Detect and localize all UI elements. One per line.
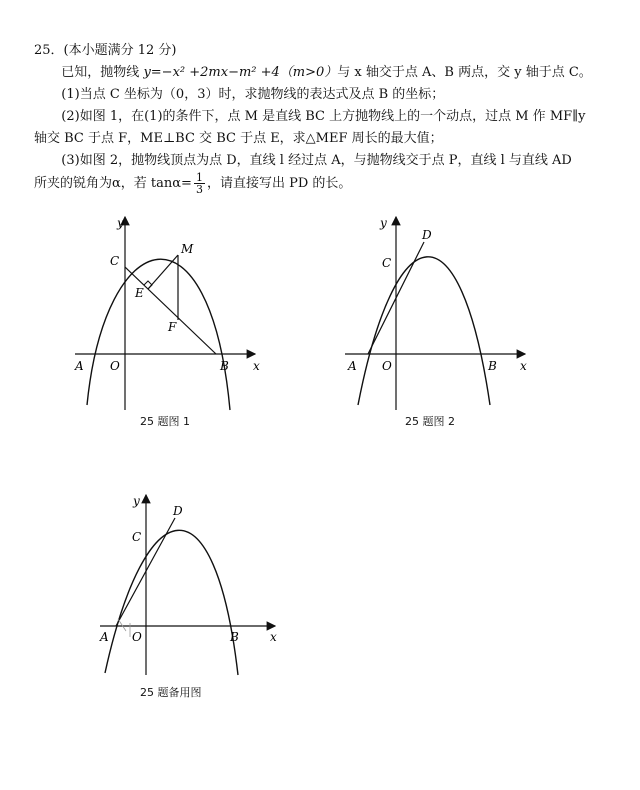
label-point-d: D — [422, 228, 432, 242]
label-x-axis: x — [253, 359, 260, 373]
question-2-line-1: (2)如图 1，在(1)的条件下，点 M 是直线 BC 上方抛物线上的一个动点，过点 M 作 MF∥y — [61, 109, 586, 124]
label-x-axis: x — [520, 359, 527, 373]
label-y-axis: y — [133, 494, 140, 508]
parabola-curve — [105, 530, 238, 675]
problem-stem — [34, 62, 614, 84]
label-y-axis: y — [380, 216, 387, 230]
label-point-a: A — [100, 630, 109, 644]
figure-1 — [70, 205, 270, 415]
label-origin: O — [110, 359, 120, 373]
label-point-m: M — [181, 242, 194, 256]
figure-3-diagram — [95, 485, 295, 680]
q3-post: ，请直接写出 PD 的长。 — [206, 176, 352, 191]
fraction-denominator: 3 — [195, 183, 203, 196]
problem-25 — [34, 40, 614, 195]
label-x-axis: x — [270, 630, 277, 644]
problem-header: 25．(本小题满分 12 分) — [34, 43, 177, 58]
label-point-c: C — [132, 530, 142, 544]
label-point-a: A — [348, 359, 357, 373]
q3-pre: 所夹的锐角为α，若 tanα= — [34, 176, 192, 191]
figure-1-diagram — [70, 205, 270, 415]
figure-3 — [95, 485, 295, 680]
figure-2 — [340, 205, 540, 415]
question-1: (1)当点 C 坐标为（0，3）时，求抛物线的表达式及点 B 的坐标； — [61, 87, 445, 102]
tan-fraction — [194, 172, 205, 195]
label-origin: O — [132, 630, 142, 644]
question-3-line-2 — [34, 172, 614, 195]
line-bc — [125, 267, 216, 354]
figure-2-caption: 25 题图 2 — [405, 415, 455, 428]
label-point-b: B — [488, 359, 497, 373]
label-point-c: C — [382, 256, 392, 270]
question-3-line-1: (3)如图 2，抛物线顶点为点 D，直线 l 经过点 A，与抛物线交于点 P，直线 l 与直线 AD — [61, 153, 572, 168]
stem-post: 与 x 轴交于点 A、B 两点，交 y 轴于点 C。 — [337, 65, 592, 80]
label-point-d: D — [173, 504, 183, 518]
question-2-line-2: 轴交 BC 于点 F，ME⊥BC 交 BC 于点 E，求△MEF 周长的最大值； — [34, 131, 443, 146]
label-y-axis: y — [117, 216, 124, 230]
label-point-c: C — [110, 254, 120, 268]
figure-1-caption: 25 题图 1 — [140, 415, 190, 428]
stem-pre: 已知，抛物线 — [61, 65, 144, 80]
stem-formula: y=−x² +2mx−m² +4（m>0） — [143, 65, 338, 80]
label-point-b: B — [220, 359, 229, 373]
label-origin: O — [382, 359, 392, 373]
label-point-b: B — [230, 630, 239, 644]
figure-3-caption: 25 题备用图 — [140, 686, 202, 699]
fraction-numerator: 1 — [195, 171, 203, 184]
parabola-curve — [358, 257, 490, 405]
label-point-f: F — [168, 320, 177, 334]
pencil-marks — [118, 619, 130, 637]
parabola-curve — [87, 259, 230, 410]
figure-2-diagram — [340, 205, 540, 415]
label-point-a: A — [75, 359, 84, 373]
label-point-e: E — [135, 286, 144, 300]
